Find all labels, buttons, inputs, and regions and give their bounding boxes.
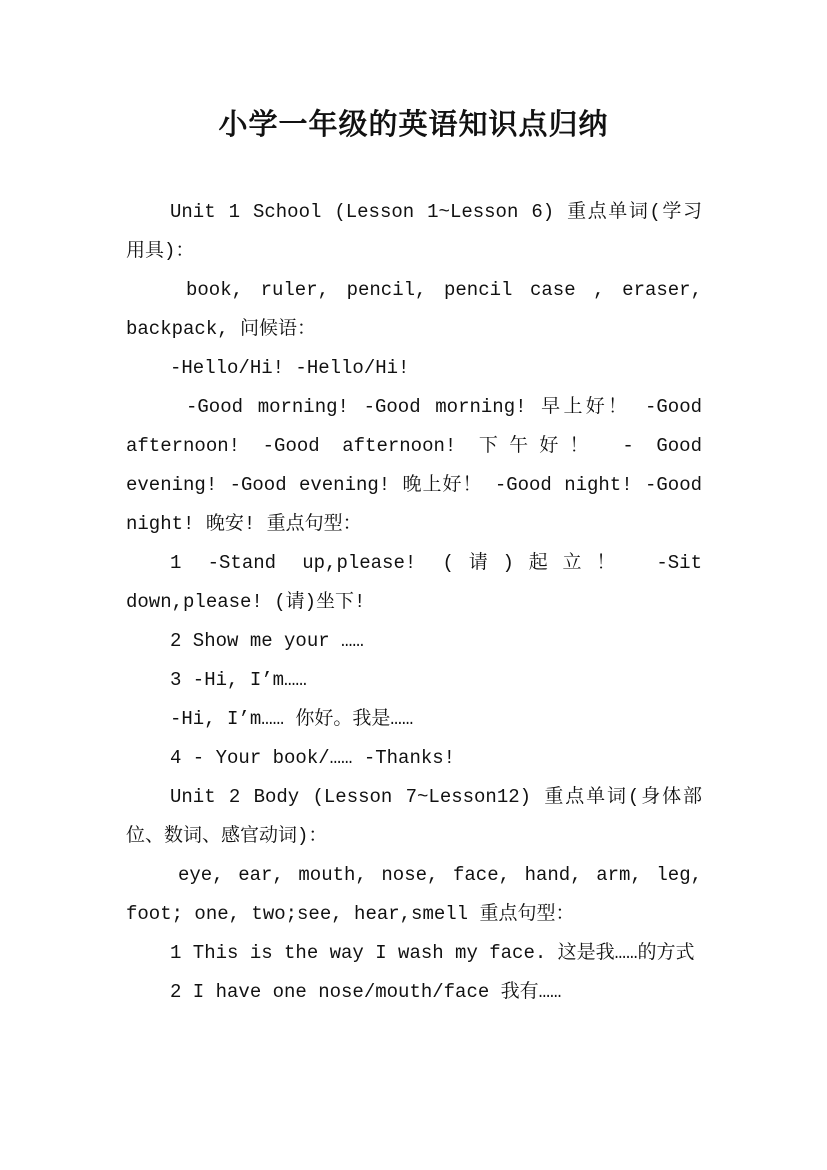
paragraph-sentence-3-response: -Hi, I’m…… 你好。我是…… <box>170 708 414 730</box>
paragraph-unit2-heading: Unit 2 Body (Lesson 7~Lesson12) 重点单词(身体部位、数词、感官动词)： <box>126 786 702 847</box>
paragraph-unit2-sentence-1: 1 This is the way I wash my face. 这是我……的方式 <box>170 942 695 964</box>
paragraph-sentence-2: 2 Show me your …… <box>170 630 364 652</box>
document-title: 小学一年级的英语知识点归纳 <box>218 107 609 141</box>
paragraph-hello: -Hello/Hi! -Hello/Hi! <box>170 357 410 379</box>
paragraph-unit1-heading: Unit 1 School (Lesson 1~Lesson 6) 重点单词(学习用具)： <box>126 201 702 262</box>
paragraph-greetings: -Good morning! -Good morning! 早上好！ -Good afternoon! -Good afternoon! 下午好！ - Good evening! -Good evening! 晚上好！ -Good night! -Good night! 晚安! 重点句型： <box>126 396 702 535</box>
paragraph-unit2-sentence-2: 2 I have one nose/mouth/face 我有…… <box>170 981 562 1003</box>
paragraph-unit1-vocabulary: book, ruler, pencil, pencil case , eraser, backpack, 问候语： <box>126 279 702 340</box>
paragraph-sentence-4: 4 - Your book/…… -Thanks! <box>170 747 456 769</box>
document-body <box>126 193 702 1012</box>
paragraph-sentence-1: 1 -Stand up,please! (请)起立！ -Sit down,please! (请)坐下! <box>126 552 702 613</box>
paragraph-sentence-3: 3 -Hi, I’m…… <box>170 669 307 691</box>
paragraph-unit2-vocabulary: eye, ear, mouth, nose, face, hand, arm, leg, foot; one, two;see, hear,smell 重点句型： <box>126 864 702 925</box>
